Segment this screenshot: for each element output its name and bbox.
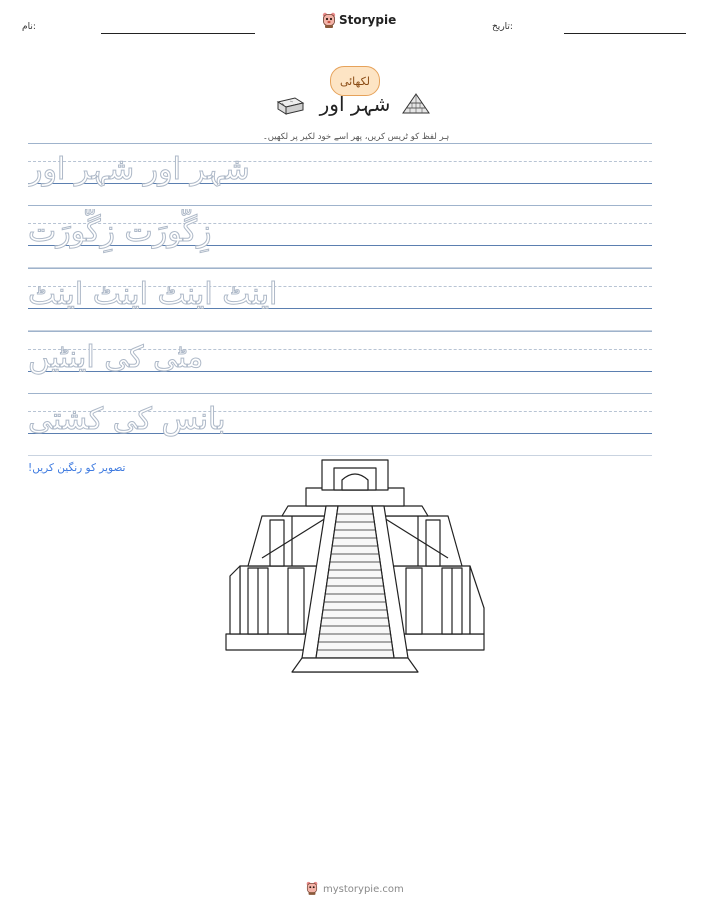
worksheet-title: شہر اور	[319, 92, 391, 116]
title-row	[275, 92, 435, 120]
trace-word: مٹی کی اینٹیں	[28, 340, 204, 375]
name-field[interactable]	[101, 33, 255, 34]
trace-row[interactable]	[28, 393, 652, 455]
storypie-mascot-icon	[322, 12, 336, 28]
trace-row[interactable]	[28, 143, 652, 205]
date-label: تاریخ:	[492, 22, 513, 32]
trace-word: اینٹ اینٹ اینٹ اینٹ	[28, 277, 278, 312]
footer	[306, 880, 404, 899]
trace-row[interactable]	[28, 268, 652, 330]
category-badge: لکھائی	[330, 66, 380, 96]
trace-row[interactable]	[28, 205, 652, 267]
trace-word: زِگُّورَت زِگُّورَت	[28, 214, 212, 249]
ziggurat-illustration[interactable]	[222, 458, 488, 682]
date-field[interactable]	[564, 33, 686, 34]
pyramid-icon	[401, 92, 431, 120]
name-label: نام:	[22, 22, 36, 32]
brand-name: Storypie	[339, 13, 397, 27]
brand-header	[322, 12, 396, 28]
footer-site-link[interactable]: mystorypie.com	[323, 884, 404, 895]
trace-row[interactable]	[28, 331, 652, 393]
trace-word: بانس کی کشتی	[28, 402, 226, 437]
instruction-text: ہر لفظ کو ٹریس کریں، پھر اسے خود لکیر پر لکھیں۔	[262, 132, 450, 142]
coloring-prompt: تصویر کو رنگین کریں!	[28, 462, 126, 474]
trace-word: شہر اور شہر اور	[28, 152, 250, 187]
brick-icon	[275, 94, 305, 120]
storypie-mascot-icon	[306, 880, 318, 899]
